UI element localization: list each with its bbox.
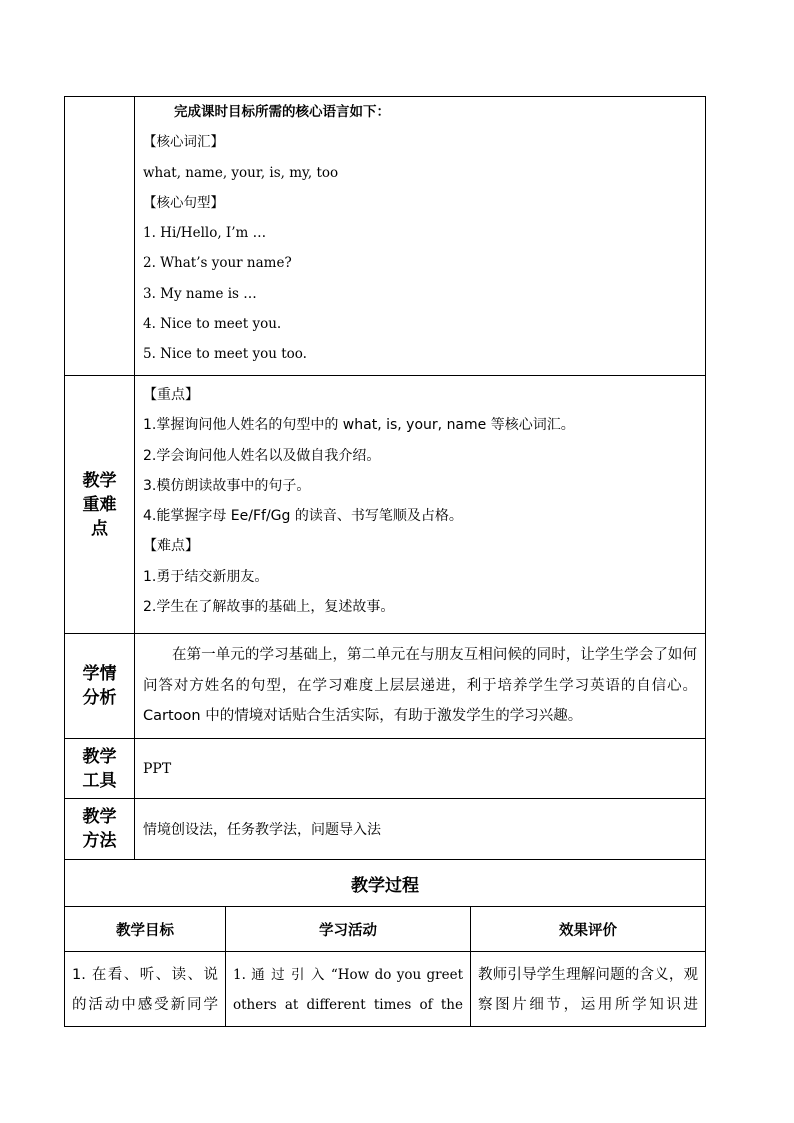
objectives-label-cell bbox=[65, 97, 135, 375]
key-points-label bbox=[65, 376, 135, 633]
pattern-1: 1. Hi/Hello, I’m … bbox=[143, 225, 267, 242]
key-points-label-text: 教学重难点 bbox=[82, 470, 117, 539]
process-activity-cell: 1. 通 过 引 入 “How do you greet others at different times of the bbox=[226, 952, 471, 1026]
process-body-row bbox=[64, 952, 706, 1027]
methods-label-text: 教学方法 bbox=[82, 807, 117, 851]
methods-content bbox=[135, 799, 705, 859]
analysis-label bbox=[65, 634, 135, 738]
methods-value: 情境创设法，任务教学法，问题导入法 bbox=[143, 822, 381, 838]
pattern-5: 5. Nice to meet you too. bbox=[143, 346, 307, 363]
tools-value: PPT bbox=[143, 760, 172, 777]
process-title: 教学过程 bbox=[351, 875, 419, 896]
process-header-row bbox=[64, 907, 706, 952]
header-activity: 学习活动 bbox=[226, 907, 471, 951]
objectives-row bbox=[64, 96, 706, 376]
lesson-plan-table bbox=[64, 96, 706, 1027]
process-title-row bbox=[64, 860, 706, 907]
focus-4: 4.能掌握字母 Ee/Ff/Gg 的读音、书写笔顺及占格。 bbox=[143, 508, 463, 525]
vocab-list: what, name, your, is, my, too bbox=[143, 164, 339, 181]
analysis-text: 在第一单元的学习基础上，第二单元在与朋友互相问候的同时，让学生学会了如何问答对方姓名的句型，在学习难度上层层递进，利于培养学生学习英语的自信心。Cartoon 中的情境对话贴合生活实际，有助于激发学生的学习兴趣。 bbox=[143, 647, 697, 724]
difficulty-2: 2.学生在了解故事的基础上，复述故事。 bbox=[143, 599, 395, 616]
key-points-content bbox=[135, 376, 705, 633]
analysis-row bbox=[64, 634, 706, 739]
tools-label bbox=[65, 739, 135, 798]
pattern-heading: 【核心句型】 bbox=[143, 194, 224, 211]
objectives-content bbox=[135, 97, 705, 375]
difficulty-heading: 【难点】 bbox=[143, 538, 199, 555]
pattern-4: 4. Nice to meet you. bbox=[143, 316, 282, 333]
header-evaluation: 效果评价 bbox=[559, 922, 617, 939]
difficulty-1: 1.勇于结交新朋友。 bbox=[143, 568, 269, 585]
methods-row bbox=[64, 799, 706, 860]
analysis-label-text: 学情分析 bbox=[82, 664, 117, 708]
vocab-heading: 【核心词汇】 bbox=[143, 134, 224, 151]
pattern-2: 2. What’s your name? bbox=[143, 255, 292, 272]
key-points-row bbox=[64, 376, 706, 634]
process-objective-cell: 1. 在看、听、读、说的活动中感受新同学 bbox=[65, 952, 226, 1026]
tools-row bbox=[64, 739, 706, 799]
process-evaluation-cell: 教师引导学生理解问题的含义，观察图片细节，运用所学知识进 bbox=[478, 967, 698, 1013]
focus-1: 1.掌握询问他人姓名的句型中的 what, is, your, name 等核心词汇。 bbox=[143, 417, 575, 434]
pattern-3: 3. My name is … bbox=[143, 285, 257, 302]
header-objective: 教学目标 bbox=[65, 907, 226, 951]
tools-content bbox=[135, 739, 705, 798]
focus-heading: 【重点】 bbox=[143, 387, 199, 403]
focus-3: 3.模仿朗读故事中的句子。 bbox=[143, 477, 311, 494]
focus-2: 2.学会询问他人姓名以及做自我介绍。 bbox=[143, 447, 381, 464]
tools-label-text: 教学工具 bbox=[82, 746, 117, 791]
methods-label bbox=[65, 799, 135, 859]
objectives-intro: 完成课时目标所需的核心语言如下： bbox=[174, 104, 390, 120]
